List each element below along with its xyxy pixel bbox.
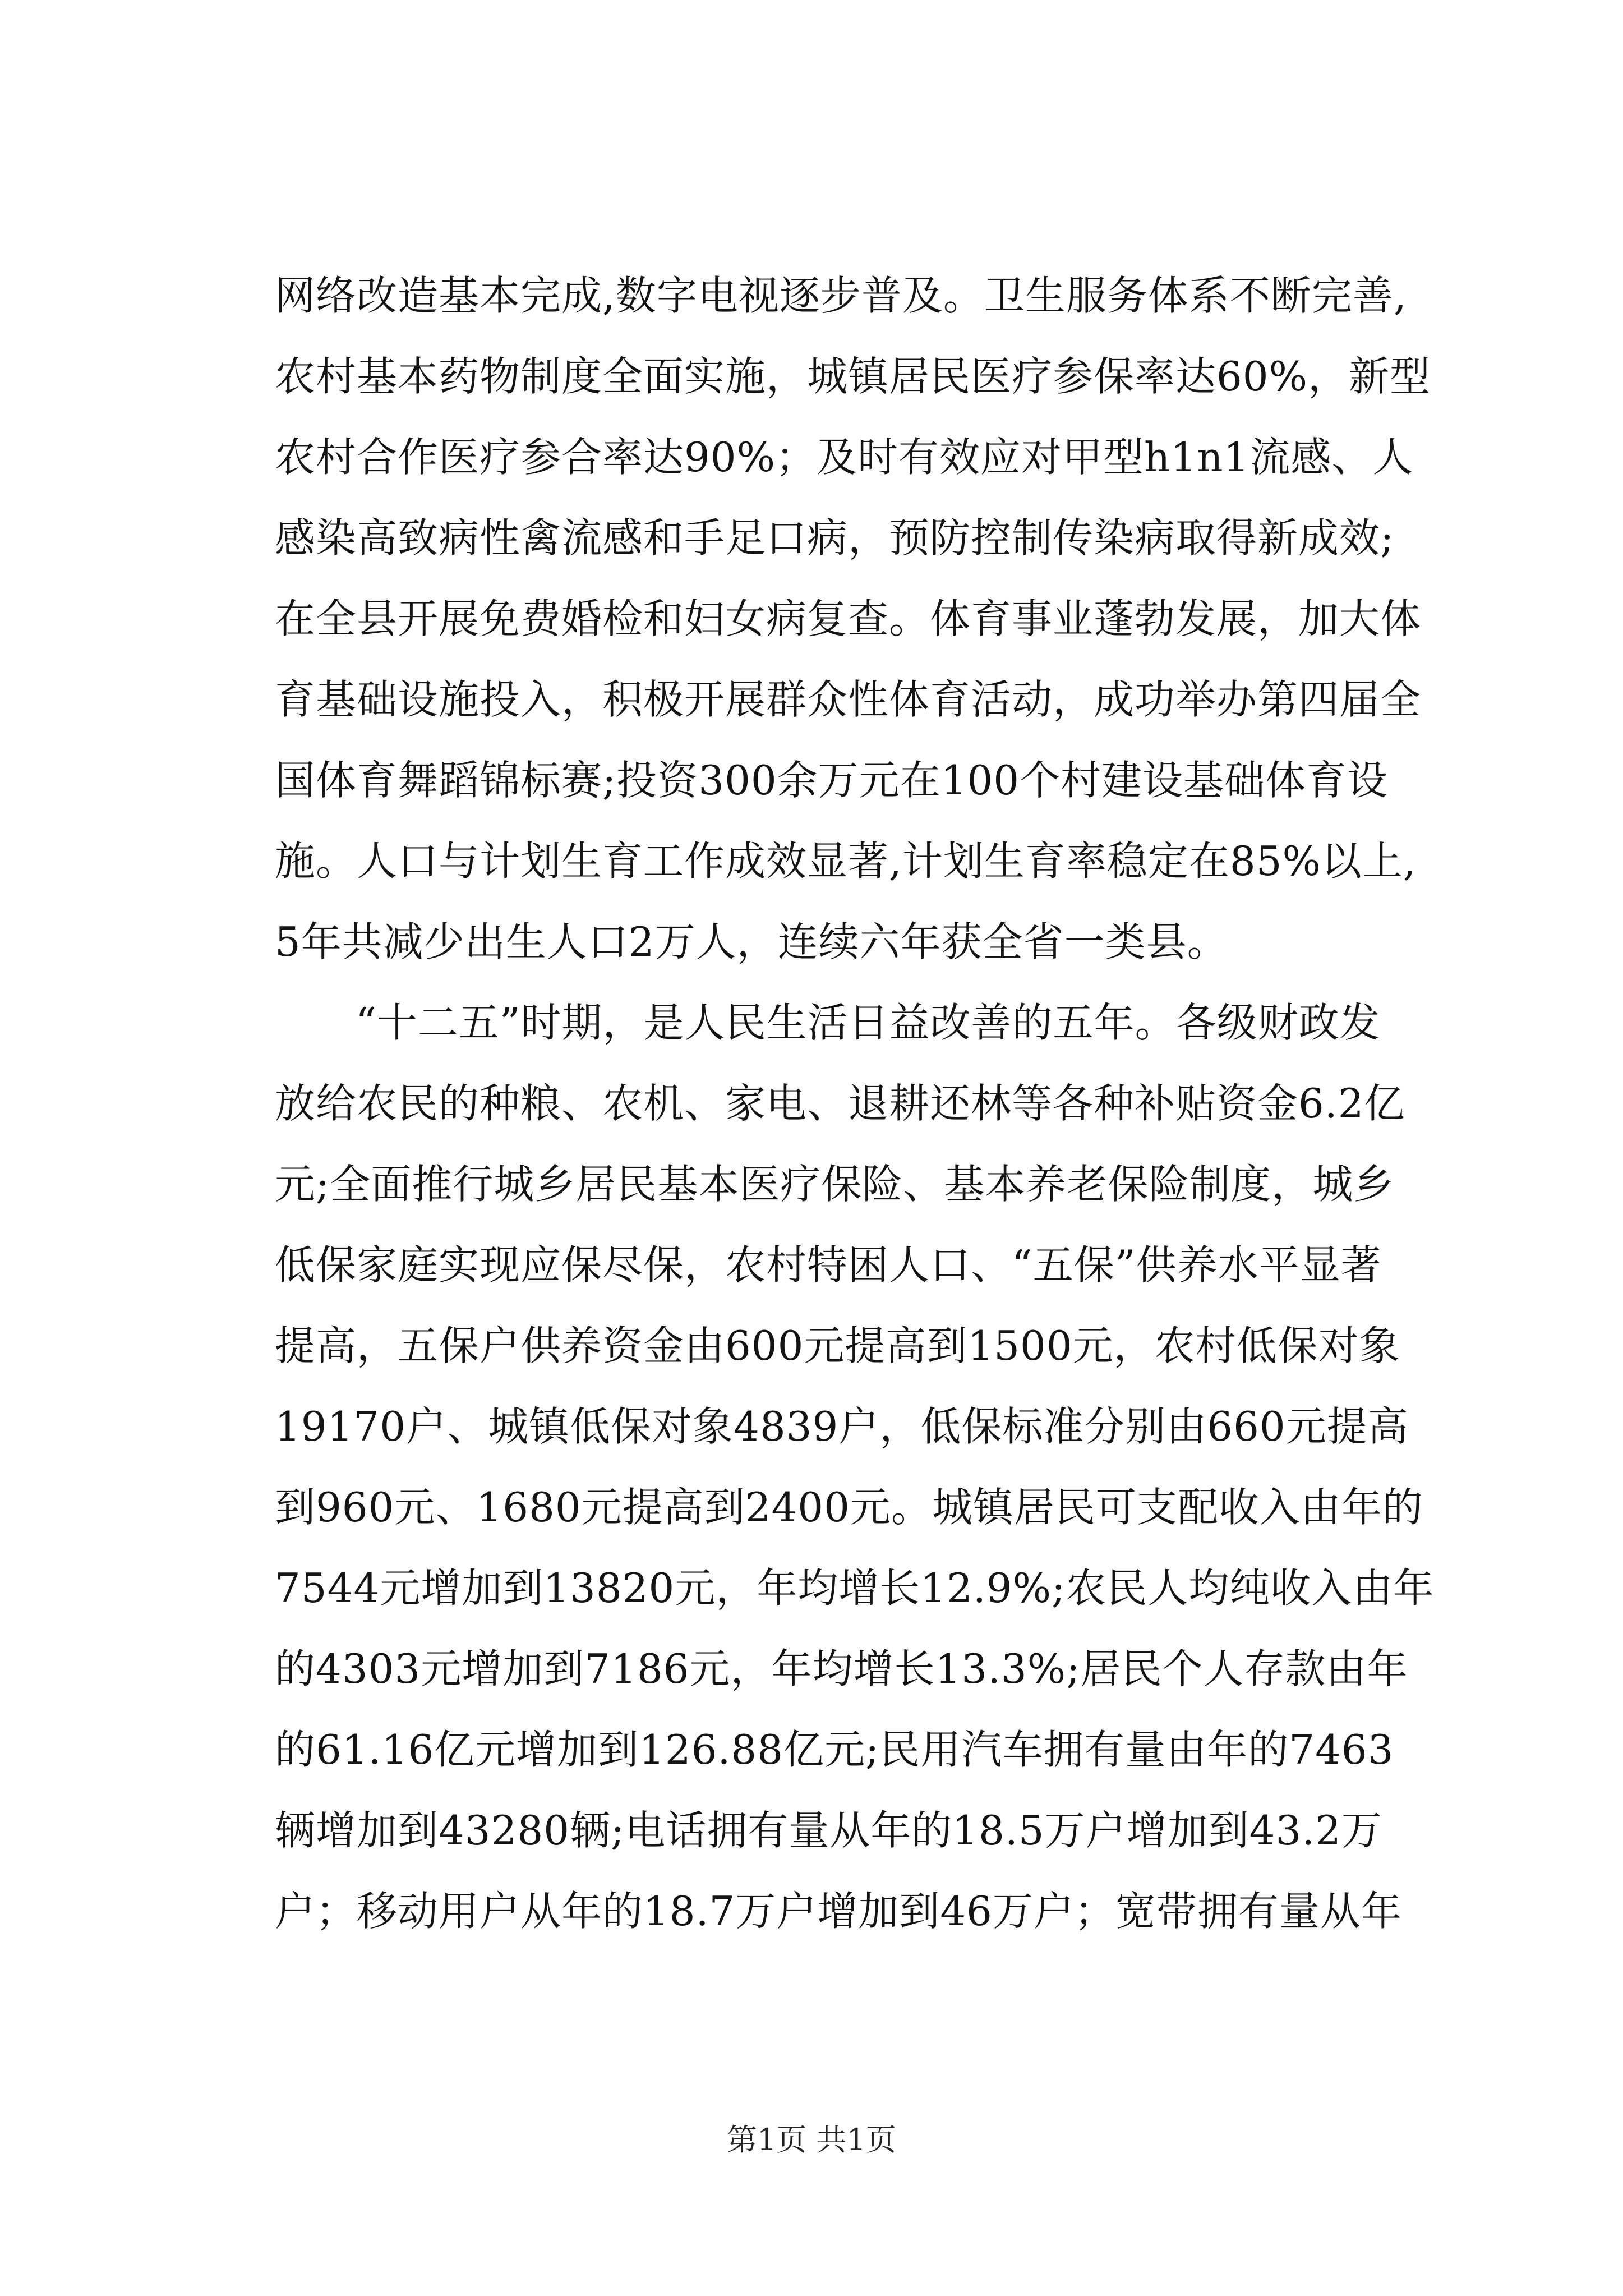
paragraph-2-line-4: 低保家庭实现应保尽保，农村特困人口、“五保”供养水平显著 xyxy=(275,1241,1382,1289)
paragraph-1-line-4: 感染高致病性禽流感和手足口病，预防控制传染病取得新成效; xyxy=(275,514,1395,562)
paragraph-2-line-6: 19170户、城镇低保对象4839户，低保标准分别由660元提高 xyxy=(275,1403,1409,1450)
paragraph-1-line-6: 育基础设施投入，积极开展群众性体育活动，成功举办第四届全 xyxy=(275,676,1422,723)
paragraph-2-line-11: 辆增加到43280辆;电话拥有量从年的18.5万户增加到43.2万 xyxy=(275,1807,1382,1854)
paragraph-1-line-5: 在全县开展免费婚检和妇女病复查。体育事业蓬勃发展，加大体 xyxy=(275,595,1422,642)
paragraph-2-line-2: 放给农民的种粮、农机、家电、退耕还林等各种补贴资金6.2亿 xyxy=(275,1080,1405,1127)
paragraph-2-line-10: 的61.16亿元增加到126.88亿元;民用汽车拥有量由年的7463 xyxy=(275,1726,1394,1773)
paragraph-1-line-9: 5年共减少出生人口2万人，连续六年获全省一类县。 xyxy=(275,918,1228,965)
page-footer xyxy=(0,2120,1623,2160)
paragraph-2-line-9: 的4303元增加到7186元，年均增长13.3%;居民个人存款由年 xyxy=(275,1645,1408,1692)
paragraph-1-line-1: 网络改造基本完成,数字电视逐步普及。卫生服务体系不断完善, xyxy=(275,272,1407,319)
paragraph-1-line-8: 施。人口与计划生育工作成效显著,计划生育率稳定在85%以上, xyxy=(275,838,1417,885)
paragraph-1-line-2: 农村基本药物制度全面实施，城镇居民医疗参保率达60%，新型 xyxy=(275,353,1431,400)
paragraph-2-line-7: 到960元、1680元提高到2400元。城镇居民可支配收入由年的 xyxy=(275,1484,1423,1531)
paragraph-2-line-12: 户；移动用户从年的18.7万户增加到46万户；宽带拥有量从年 xyxy=(275,1888,1402,1935)
paragraph-2-line-5: 提高，五保户供养资金由600元提高到1500元，农村低保对象 xyxy=(275,1322,1400,1369)
page-number-label: 第1页 共1页 xyxy=(727,2122,896,2157)
paragraph-2-line-1: “十二五”时期，是人民生活日益改善的五年。各级财政发 xyxy=(356,999,1381,1046)
body-text xyxy=(275,255,1435,1952)
paragraph-1-line-7: 国体育舞蹈锦标赛;投资300余万元在100个村建设基础体育设 xyxy=(275,757,1389,804)
paragraph-1-line-3: 农村合作医疗参合率达90%；及时有效应对甲型h1n1流感、人 xyxy=(275,434,1414,481)
paragraph-2-line-8: 7544元增加到13820元，年均增长12.9%;农民人均纯收入由年 xyxy=(275,1565,1435,1612)
paragraph-2-line-3: 元;全面推行城乡居民基本医疗保险、基本养老保险制度，城乡 xyxy=(275,1161,1395,1208)
